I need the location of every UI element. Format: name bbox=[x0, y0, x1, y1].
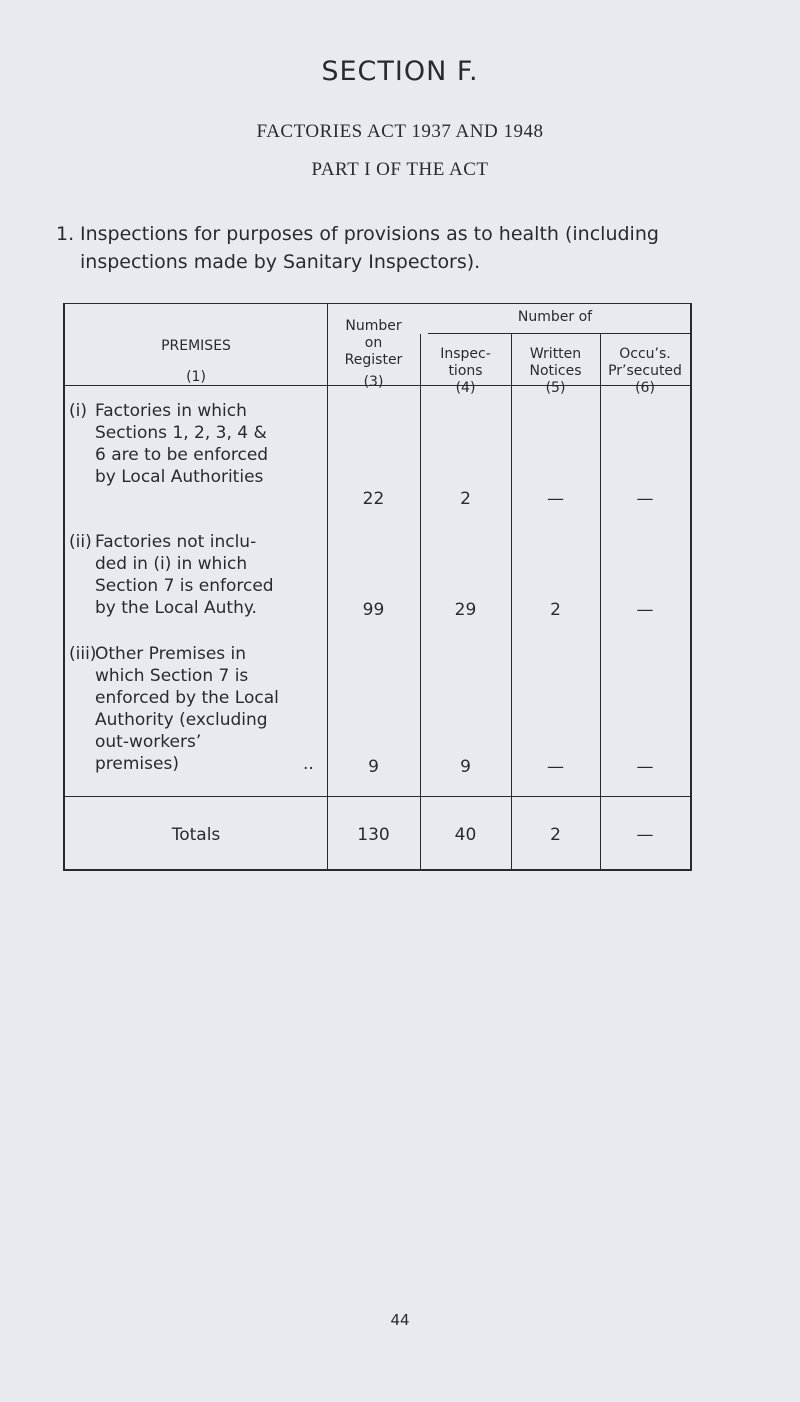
header-inspections-line-1: Inspec- bbox=[440, 346, 491, 362]
header-register bbox=[327, 318, 420, 391]
row-3-line-2: which Section 7 is bbox=[95, 666, 249, 686]
header-inspections bbox=[420, 346, 511, 397]
row-3-line-4: Authority (excluding bbox=[95, 710, 268, 730]
header-written-line-2: Notices bbox=[529, 363, 582, 379]
totals-register: 130 bbox=[357, 825, 390, 845]
header-inspections-num: (4) bbox=[455, 380, 476, 396]
row-1-written: — bbox=[547, 489, 564, 509]
header-prosecuted bbox=[600, 346, 690, 397]
row-3-inspections: 9 bbox=[460, 757, 471, 777]
header-register-line-3: Register bbox=[344, 352, 403, 368]
header-written bbox=[511, 346, 600, 397]
row-3-written: — bbox=[547, 757, 564, 777]
totals-label: Totals bbox=[171, 825, 221, 845]
inspections-table bbox=[63, 303, 692, 871]
row-2-line-2: ded in (i) in which bbox=[95, 554, 248, 574]
row-2-line-4: by the Local Authy. bbox=[95, 598, 257, 618]
totals-written: 2 bbox=[550, 825, 561, 845]
row-3-leader-dots: .. bbox=[303, 754, 314, 774]
row-3-premises bbox=[69, 643, 325, 775]
header-register-num: (3) bbox=[363, 374, 384, 390]
row-3-label: (iii) bbox=[69, 644, 97, 664]
header-number-of: Number of bbox=[517, 309, 593, 325]
header-prosecuted-line-1: Occu’s. bbox=[619, 346, 671, 362]
paragraph-line-1: Inspections for purposes of provisions as to health (including bbox=[80, 223, 659, 245]
paragraph-number: 1. bbox=[56, 223, 75, 245]
row-1-inspections: 2 bbox=[460, 489, 471, 509]
row-2-written: 2 bbox=[550, 600, 561, 620]
row-1-line-2: Sections 1, 2, 3, 4 & bbox=[95, 423, 267, 443]
header-written-line-1: Written bbox=[529, 346, 582, 362]
totals-inspections: 40 bbox=[454, 825, 477, 845]
header-prosecuted-num: (6) bbox=[635, 380, 655, 396]
row-3-prosecuted: — bbox=[636, 757, 654, 777]
header-inspections-line-2: tions bbox=[448, 363, 483, 379]
row-2-label: (ii) bbox=[69, 532, 92, 552]
row-3-line-6: premises) bbox=[95, 754, 179, 774]
row-1-line-3: 6 are to be enforced bbox=[95, 445, 269, 465]
row-1-prosecuted: — bbox=[636, 489, 654, 509]
header-premises-num: (1) bbox=[186, 369, 206, 385]
header-prosecuted-line-2: Pr’secuted bbox=[608, 363, 682, 379]
paragraph-1 bbox=[56, 220, 756, 276]
header-premises bbox=[65, 338, 327, 386]
row-3-line-3: enforced by the Local bbox=[95, 688, 279, 708]
row-1-label: (i) bbox=[69, 401, 87, 421]
row-2-premises bbox=[69, 531, 325, 619]
row-1-premises bbox=[69, 400, 325, 488]
row-2-prosecuted: — bbox=[636, 600, 654, 620]
row-1-line-4: by Local Authorities bbox=[95, 467, 264, 487]
header-register-line-2: on bbox=[364, 335, 383, 351]
row-3-line-5: out-workers’ bbox=[95, 732, 202, 752]
row-3-line-1: Other Premises in bbox=[95, 644, 247, 664]
header-premises-label: PREMISES bbox=[161, 338, 231, 354]
row-1-line-1: Factories in which bbox=[95, 401, 247, 421]
section-title: SECTION F. bbox=[321, 56, 479, 87]
row-1-register: 22 bbox=[362, 489, 385, 509]
header-register-line-1: Number bbox=[345, 318, 402, 334]
totals-prosecuted: — bbox=[636, 825, 654, 845]
totals-divider bbox=[65, 796, 690, 797]
number-of-underline bbox=[428, 333, 690, 334]
paragraph-line-2: inspections made by Sanitary Inspectors). bbox=[80, 251, 481, 273]
act-title: FACTORIES ACT 1937 AND 1948 bbox=[256, 121, 544, 142]
header-written-num: (5) bbox=[545, 380, 566, 396]
row-2-inspections: 29 bbox=[454, 600, 477, 620]
part-title: PART I OF THE ACT bbox=[311, 159, 489, 180]
row-2-register: 99 bbox=[362, 600, 385, 620]
row-3-register: 9 bbox=[368, 757, 379, 777]
page-number: 44 bbox=[390, 1311, 410, 1329]
row-2-line-3: Section 7 is enforced bbox=[95, 576, 274, 596]
row-2-line-1: Factories not inclu- bbox=[95, 532, 257, 552]
